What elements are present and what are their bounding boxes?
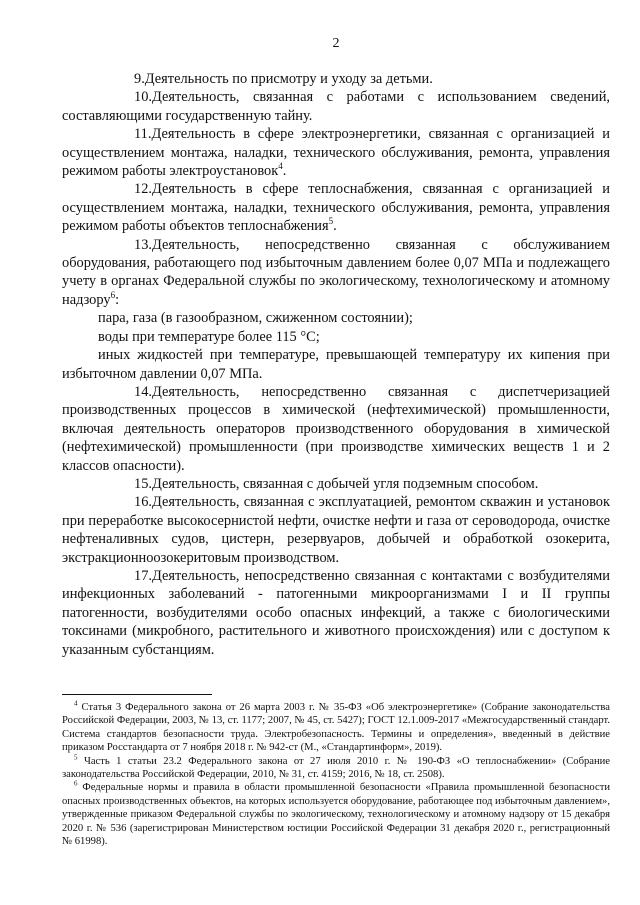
footnote-text: Федеральные нормы и правила в области промышленной безопасности «Правила промышленной безопасности опасных производственных объектов, на которых используется оборудование, работающее под избыточным давлением», утвержденные приказом Федеральной службы по экологическому, технологическому и атомному надзору от 15 декабря 2020 г. № 536 (зарегистрирован Министерством юстиции Российской Федерации 31 декабря 2020 г., регистрационный № 61998). xyxy=(62,782,610,848)
footnote-mark: 6 xyxy=(74,779,78,788)
footnotes xyxy=(62,694,610,848)
page-number: 2 xyxy=(332,36,340,51)
footnote-text: Статья 3 Федерального закона от 26 марта 2003 г. № 35-ФЗ «Об электроэнергетике» (Собрание законодательства Российской Федерации, 2003, № 13, ст. 1177; 2007, № 45, ст. 5427); ГОСТ 12.1.009-2017 «Межгосударственный стандарт. Система стандартов безопасности труда. Электробезопасность. Термины и определения», введенный в действие приказом Росстандарта от 7 ноября 2018 г. № 942-ст (М., «Стандартинформ», 2019). xyxy=(62,702,610,754)
list-item-15 xyxy=(62,475,610,493)
item-text: Деятельность в сфере электроэнергетики, связанная с организацией и осуществлением монтажа, наладки, технического обслуживания, ремонта, управления режимом работы электроустановок xyxy=(62,126,610,180)
item-number: 17. xyxy=(134,567,152,584)
footnote-ref: 4 xyxy=(278,161,283,172)
sub-item: пара, газа (в газообразном, сжиженном состоянии); xyxy=(98,310,413,327)
item-number: 13. xyxy=(134,236,152,253)
item-text: Деятельность по присмотру и уходу за детьми. xyxy=(144,71,433,87)
item-number: 11. xyxy=(134,126,152,143)
list-item-13 xyxy=(62,236,610,310)
list-item-12: 12.Деятельность в сфере теплоснабжения, связанная с организацией и осуществлением монтажа, наладки, технического обслуживания, ремонта, управления режимом работы объектов теплоснабжения$^5$. xyxy=(62,181,610,235)
item-text: Деятельность, связанная с работами с использованием сведений, составляющими государственную тайну. xyxy=(62,89,610,124)
item-text: Деятельность, связанная с добычей угля подземным способом. xyxy=(152,475,539,492)
footnote-4 xyxy=(62,701,610,755)
list-item-17 xyxy=(62,567,610,659)
list-item-11: 11.Деятельность в сфере электроэнергетики, связанная с организацией и осуществлением монтажа, наладки, технического обслуживания, ремонта, управления режимом работы электроустановок$^4$. xyxy=(62,126,610,180)
footnote-mark: 5 xyxy=(74,753,78,762)
sub-item: воды при температуре более 115 °С; xyxy=(98,328,320,345)
list-item-9 xyxy=(62,70,610,88)
footnote-ref: 6 xyxy=(110,290,116,301)
item-number: 15. xyxy=(134,475,152,492)
footnote-divider xyxy=(62,694,212,695)
item-text: Деятельность, связанная с эксплуатацией, ремонтом скважин и установок при переработке высокосернистой нефти, очистке нефти и газа от сероводорода, очистке нефтеналивных судов, цистерн, резервуаров, добычей и обработкой озокерита, экстракционноозокеритовым производством. xyxy=(62,494,610,566)
list-item-16 xyxy=(62,493,610,567)
footnote-text: Часть 1 статьи 23.2 Федерального закона от 27 июля 2010 г. № 190-ФЗ «О теплоснабжении» (Собрание законодательства Российской Федерации, 2010, № 31, ст. 4159; 2016, № 18, ст. 2508). xyxy=(62,755,611,781)
item-number: 10. xyxy=(134,89,152,106)
footnote-5 xyxy=(62,755,610,782)
item-number: 16. xyxy=(134,494,152,511)
item-text: Деятельность, непосредственно связанная с контактами с возбудителями инфекционных заболеваний - патогенными микроорганизмами I и II группы патогенности, возбудителями особо опасных инфекций, а также с биологическими токсинами (микробного, растительного и животного происхождения) или с доступом к указанным субстанциям. xyxy=(62,567,610,658)
sub-item: иных жидкостей при температуре, превышающей температуру их кипения при избыточном давлении 0,07 МПа. xyxy=(62,347,610,382)
footnote-ref: 5 xyxy=(328,216,334,227)
list-item-10 xyxy=(62,88,610,125)
footnote-6 xyxy=(62,781,610,848)
item-number: 9. xyxy=(134,71,145,87)
item-number: 12. xyxy=(134,181,152,198)
item-text: Деятельность, непосредственно связанная с обслуживанием оборудования, работающего под избыточным давлением более 0,07 МПа и подлежащего учету в органах Федеральной службы по экологическому, технологическому и атомному надзору xyxy=(62,236,610,308)
item-suffix: : xyxy=(115,291,120,308)
document-body xyxy=(62,70,610,659)
item-number: 14. xyxy=(134,383,152,400)
item-text: Деятельность, непосредственно связанная с диспетчеризацией производственных процессов в химической (нефтехимической) промышленности, включая деятельность операторов производственного оборудования в химической (нефтехимической) промышленности (при производстве химических веществ 1 и 2 классов опасности). xyxy=(62,383,610,474)
item-text: Деятельность в сфере теплоснабжения, связанная с организацией и осуществлением монтажа, наладки, технического обслуживания, ремонта, управления режимом работы объектов теплоснабжения xyxy=(62,181,610,235)
list-item-14 xyxy=(62,383,610,475)
footnote-mark: 4 xyxy=(74,699,78,708)
